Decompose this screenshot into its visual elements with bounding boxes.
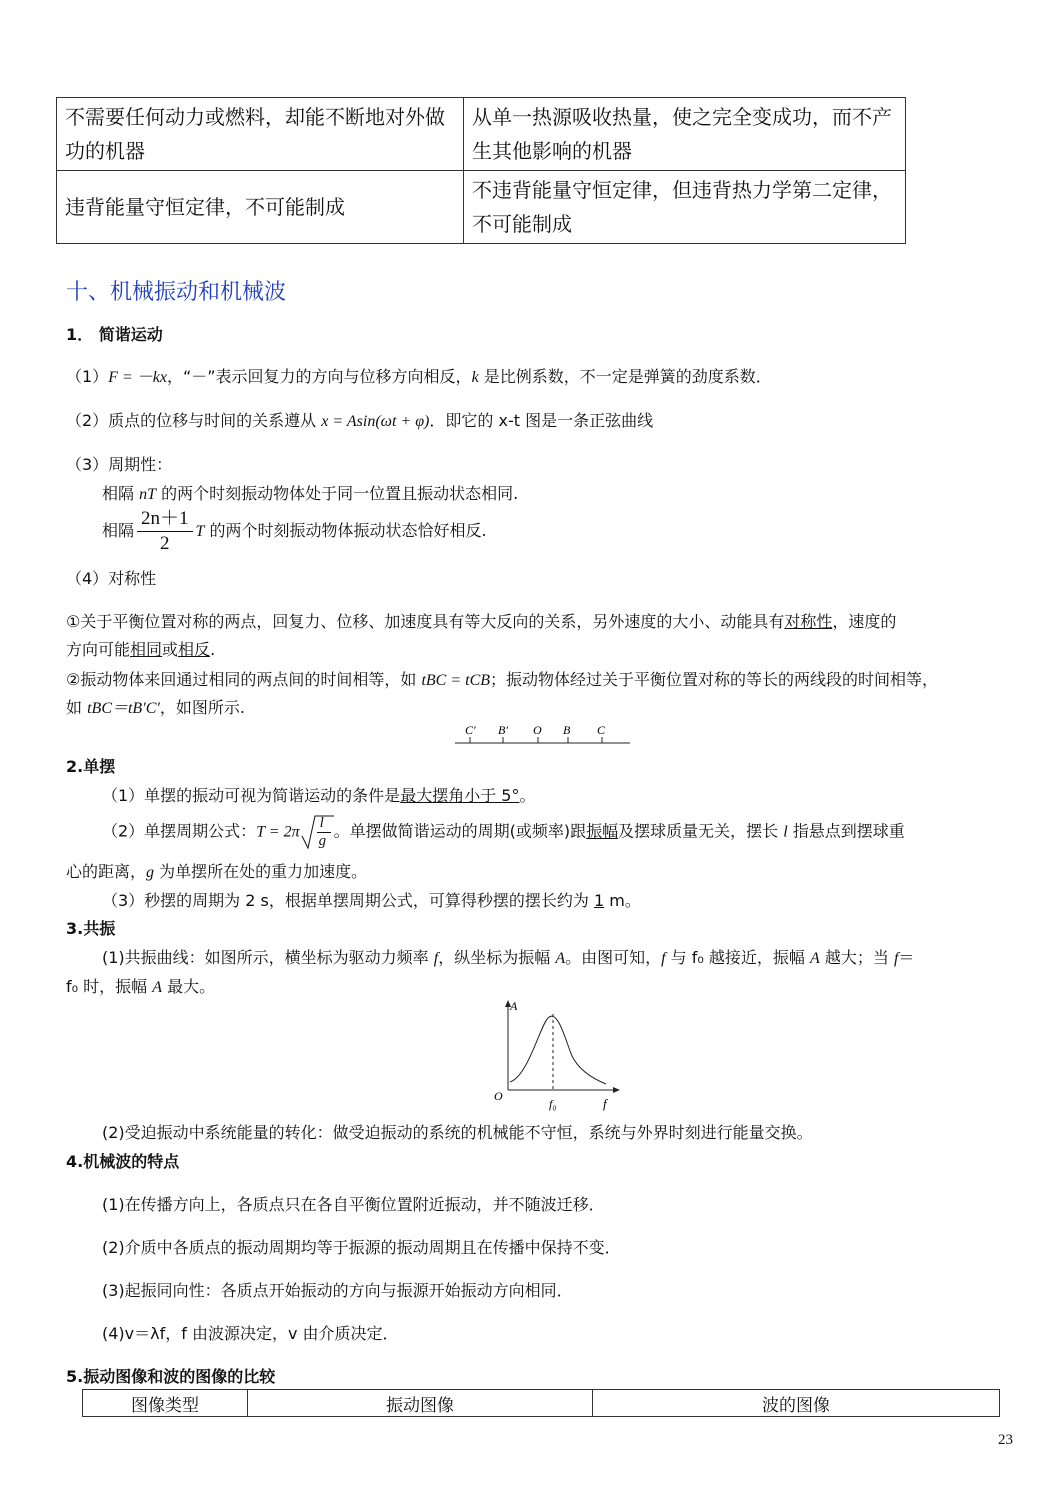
- text: （1）单摆的振动可视为简谐运动的条件是: [102, 786, 401, 805]
- paragraph-resonance-1: [102, 945, 914, 968]
- periodicity-line-1: [102, 481, 518, 504]
- origin-label: O: [494, 1089, 503, 1103]
- text: ＝: [898, 948, 915, 967]
- page-number: 23: [998, 1432, 1013, 1448]
- text: ，如图所示.: [159, 698, 245, 717]
- text: ②振动物体来回通过相同的两点间的时间相等，如: [66, 670, 422, 689]
- axis-tick-label: C: [597, 723, 606, 737]
- text: ；振动物体经过关于平衡位置对称的等长的两线段的时间相等，: [490, 670, 939, 689]
- table-cell: 从单一热源吸收热量，使之完全变成功，而不产生其他影响的机器: [464, 98, 906, 171]
- table-cell: 违背能量守恒定律，不可能制成: [57, 171, 464, 244]
- paragraph-shm-3: （3）周期性：: [66, 455, 173, 474]
- table-row: [57, 98, 906, 171]
- paragraph-resonance-2: (2)受迫振动中系统能量的转化：做受迫振动的系统的机械能不守恒，系统与外界时刻进行能量交换。: [102, 1123, 813, 1142]
- paragraph-pendulum-2b: [66, 859, 367, 882]
- fraction-denominator: 2: [160, 533, 170, 554]
- underlined-text: 对称性: [784, 612, 833, 631]
- text: （2）质点的位移与时间的关系遵从: [66, 411, 322, 430]
- comparison-table-perpetual-motion: [56, 97, 906, 244]
- text: 是比例系数，不一定是弹簧的劲度系数．: [478, 367, 772, 386]
- section-title: 十、机械振动和机械波: [66, 280, 287, 305]
- formula: A: [809, 950, 820, 967]
- text: 心的距离，: [66, 862, 147, 881]
- formula: T = 2π: [256, 823, 300, 841]
- formula: x = Asin(ωt + φ): [321, 413, 430, 430]
- formula: tBC＝tB′C′: [87, 700, 160, 717]
- paragraph-shm-2: [66, 408, 653, 431]
- symmetry-line-2: [66, 667, 938, 690]
- table-row: [57, 171, 906, 244]
- text: 或: [162, 640, 179, 659]
- sqrt-fraction: [300, 812, 334, 852]
- y-axis-label: A: [510, 999, 518, 1013]
- underlined-text: 相同: [130, 640, 163, 659]
- axis-tick-label: C′: [465, 723, 476, 737]
- underlined-text: 1: [593, 891, 605, 910]
- formula: nT: [139, 486, 156, 503]
- axis-tick-label: O: [533, 723, 542, 737]
- periodicity-line-2: [102, 507, 487, 556]
- formula: A: [555, 950, 566, 967]
- text: ．即它的 x-t 图是一条正弦曲线: [429, 411, 654, 430]
- symmetry-line-1: [66, 609, 896, 632]
- x-axis-label: f: [603, 1096, 607, 1111]
- subsection-heading-pendulum: 2.单摆: [66, 757, 116, 776]
- text: 。: [519, 786, 536, 805]
- comparison-table-graphs: [82, 1389, 1000, 1417]
- subsection-heading-waves: 4.机械波的特点: [66, 1152, 180, 1171]
- underlined-text: 最大摆角小于 5°: [400, 786, 520, 805]
- text: 的两个时刻振动物体振动状态恰好相反.: [204, 521, 487, 540]
- table-cell: 不需要任何动力或燃料，却能不断地对外做功的机器: [57, 98, 464, 171]
- formula: tBC = tCB: [421, 672, 491, 689]
- formula: F = －kx: [108, 369, 167, 386]
- text: 指悬点到摆球重: [787, 821, 905, 841]
- text: 的两个时刻振动物体处于同一位置且振动状态相同.: [156, 484, 519, 503]
- text: ，纵坐标为振幅: [438, 948, 556, 967]
- axis-tick-label: B′: [498, 723, 508, 737]
- fraction-denominator: g: [318, 833, 327, 849]
- position-axis-figure: [450, 720, 635, 750]
- formula: f: [893, 950, 899, 967]
- paragraph-shm-4: （4）对称性: [66, 569, 157, 588]
- underlined-text: 振幅: [586, 821, 619, 841]
- formula: f: [661, 950, 666, 967]
- subsection-heading-resonance: 3.共振: [66, 919, 116, 938]
- table-cell: 不违背能量守恒定律，但违背热力学第二定律，不可能制成: [464, 171, 906, 244]
- paragraph-pendulum-3: [102, 888, 641, 911]
- list-item: (1)在传播方向上，各质点只在各自平衡位置附近振动，并不随波迁移．: [102, 1195, 605, 1214]
- text: 。由图可知，: [565, 948, 662, 967]
- text: 越大；当: [819, 948, 894, 967]
- text: 。单摆做简谐运动的周期(或频率)跟: [333, 821, 587, 841]
- paragraph-resonance-1b: [66, 974, 215, 997]
- text: m。: [604, 891, 641, 910]
- paragraph-pendulum-2: [102, 812, 905, 852]
- symmetry-line-2b: [66, 695, 245, 718]
- text: （1）: [66, 367, 109, 386]
- resonance-curve-graph: [488, 996, 623, 1114]
- x-axis-arrow: [613, 1087, 620, 1093]
- text: ，速度的: [832, 612, 897, 631]
- text: (1)共振曲线：如图所示，横坐标为驱动力频率: [102, 948, 434, 967]
- list-item: (4)v＝λf，f 由波源决定，v 由介质决定．: [102, 1324, 399, 1343]
- text: 为单摆所在处的重力加速度。: [154, 862, 368, 881]
- formula: f: [433, 950, 439, 967]
- text: ①关于平衡位置对称的两点，回复力、位移、加速度具有等大反向的关系，另外速度的大小、动能具有: [66, 612, 785, 631]
- peak-label: f₀: [549, 1097, 557, 1111]
- formula: A: [152, 979, 163, 996]
- text: f₀ 时，振幅: [66, 977, 153, 996]
- resonance-curve: [510, 1016, 606, 1084]
- text: 与 f₀ 越接近，振幅: [665, 948, 810, 967]
- underlined-text: 相反: [178, 640, 211, 659]
- formula: l: [783, 823, 788, 841]
- text: .: [210, 640, 216, 659]
- text: 如: [66, 698, 88, 717]
- fraction-numerator: l: [319, 815, 324, 831]
- symmetry-line-1b: [66, 637, 215, 660]
- fraction: [137, 507, 193, 556]
- subsection-heading-comparison: 5.振动图像和波的图像的比较: [66, 1367, 276, 1386]
- formula: k: [471, 369, 479, 386]
- table-header: 波的图像: [593, 1390, 1000, 1417]
- text: 最大。: [162, 977, 216, 996]
- formula: g: [146, 864, 155, 881]
- table-row: [83, 1390, 1000, 1417]
- subsection-heading-shm: 1． 简谐运动: [66, 325, 163, 344]
- text: 相隔: [102, 484, 140, 503]
- text: 相隔: [102, 521, 135, 540]
- text: （3）秒摆的周期为 2 s，根据单摆周期公式，可算得秒摆的摆长约为: [102, 891, 594, 910]
- axis-tick-label: B: [563, 723, 571, 737]
- fraction-numerator: 2n＋1: [137, 507, 193, 532]
- text: 及摆球质量无关，摆长: [618, 821, 784, 841]
- table-header: 振动图像: [248, 1390, 593, 1417]
- paragraph-shm-1: [66, 364, 772, 387]
- list-item: (2)介质中各质点的振动周期均等于振源的振动周期且在传播中保持不变．: [102, 1238, 621, 1257]
- list-item: (3)起振同向性：各质点开始振动的方向与振源开始振动方向相同．: [102, 1281, 573, 1300]
- table-header: 图像类型: [83, 1390, 248, 1417]
- paragraph-pendulum-1: [102, 783, 535, 806]
- text: 方向可能: [66, 640, 131, 659]
- text: ，“－”表示回复力的方向与位移方向相反，: [166, 367, 472, 386]
- text: （2）单摆周期公式：: [102, 821, 257, 841]
- formula: T: [195, 523, 205, 540]
